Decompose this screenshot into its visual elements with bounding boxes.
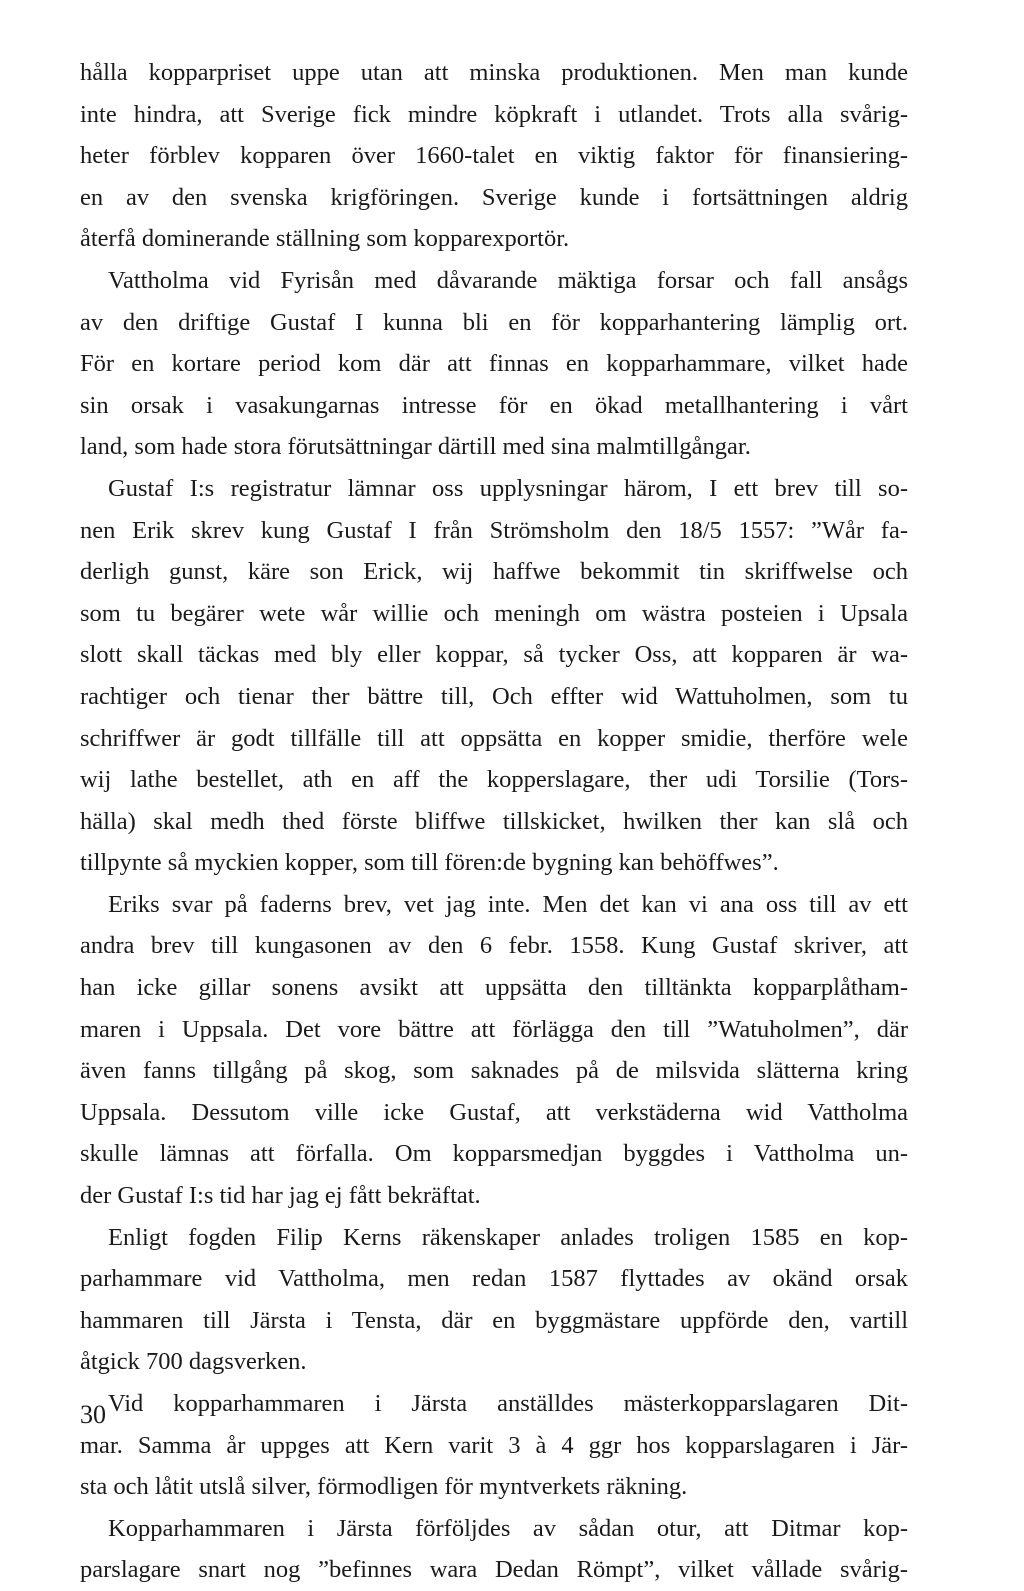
text-line: derligh gunst, käre son Erick, wij haffwe bekommit tin skriffwelse och xyxy=(80,558,908,586)
text-line: Vid kopparhammaren i Järsta anställdes mästerkopparslagaren Dit- xyxy=(108,1390,908,1417)
text-line: återfå dominerande ställning som kopparexportör. xyxy=(80,225,570,253)
text-line: Gustaf I:s registratur lämnar oss upplysningar härom, I ett brev till so- xyxy=(108,474,908,502)
text-line: wij lathe bestellet, ath en aff the kopperslagare, ther udi Torsilie (Tors- xyxy=(80,766,908,794)
text-line: andra brev till kungasonen av den 6 febr. 1558. Kung Gustaf skriver, att xyxy=(80,932,908,960)
text-line: parslagare snart nog ”befinnes wara Dedan Römpt”, vilket vållade svårig- xyxy=(80,1556,908,1584)
text-line: han icke gillar sonens avsikt att uppsätta den tilltänkta kopparplåtham- xyxy=(80,974,908,1002)
text-line: en av den svenska krigföringen. Sverige kunde i fortsättningen aldrig xyxy=(80,183,908,211)
text-line: Uppsala. Dessutom ville icke Gustaf, att verkstäderna wid Vattholma xyxy=(80,1098,908,1126)
text-line: av den driftige Gustaf I kunna bli en för kopparhantering lämplig ort. xyxy=(80,308,908,336)
paragraph-7 xyxy=(80,1508,908,1591)
text-line: För en kortare period kom där att finnas en kopparhammare, vilket hade xyxy=(80,350,908,378)
text-line: även fanns tillgång på skog, som saknades på de milsvida slätterna kring xyxy=(80,1057,908,1085)
text-line: slott skall täckas med bly eller koppar, så tycker Oss, att kopparen är wa- xyxy=(80,641,908,669)
body-text xyxy=(80,52,908,1591)
text-line: sta och låtit utslå silver, förmodligen för myntverkets räkning. xyxy=(80,1473,688,1501)
text-line: heter förblev kopparen över 1660-talet en viktig faktor för finansiering- xyxy=(80,142,908,170)
paragraph-6 xyxy=(80,1383,908,1508)
text-line: nen Erik skrev kung Gustaf I från Strömsholm den 18/5 1557: ”Wår fa- xyxy=(80,516,908,544)
paragraph-3 xyxy=(80,468,908,884)
text-line: inte hindra, att Sverige fick mindre köpkraft i utlandet. Trots alla svårig- xyxy=(80,100,908,128)
text-line: parhammare vid Vattholma, men redan 1587 flyttades av okänd orsak xyxy=(80,1265,908,1293)
text-line: schriffwer är godt tillfälle till att oppsätta en kopper smidie, therföre wele xyxy=(80,724,908,752)
page-number: 30 xyxy=(80,1400,106,1429)
text-line: hälla) skal medh thed förste bliffwe tillskicket, hwilken ther kan slå och xyxy=(80,807,908,835)
text-line: åtgick 700 dagsverken. xyxy=(80,1348,307,1376)
paragraph-2 xyxy=(80,260,908,468)
text-line: land, som hade stora förutsättningar därtill med sina malmtillgångar. xyxy=(80,433,751,461)
text-line: sin orsak i vasakungarnas intresse för en ökad metallhantering i vårt xyxy=(80,391,908,419)
paragraph-5 xyxy=(80,1217,908,1383)
text-line: tillpynte så myckien kopper, som till fören:de bygning kan behöffwes”. xyxy=(80,849,779,877)
text-line: maren i Uppsala. Det vore bättre att förlägga den till ”Watuholmen”, där xyxy=(80,1015,908,1043)
text-line: rachtiger och tienar ther bättre till, Och effter wid Wattuholmen, som tu xyxy=(80,682,908,710)
text-line: hålla kopparpriset uppe utan att minska produktionen. Men man kunde xyxy=(80,59,908,86)
text-line: der Gustaf I:s tid har jag ej fått bekräftat. xyxy=(80,1182,481,1210)
text-line: mar. Samma år uppges att Kern varit 3 à 4 ggr hos kopparslagaren i Jär- xyxy=(80,1431,908,1459)
text-line: Kopparhammaren i Järsta förföljdes av sådan otur, att Ditmar kop- xyxy=(108,1514,908,1542)
text-line: Eriks svar på faderns brev, vet jag inte. Men det kan vi ana oss till av ett xyxy=(108,890,908,918)
paragraph-1 xyxy=(80,52,908,260)
text-line: Enligt fogden Filip Kerns räkenskaper anlades troligen 1585 en kop- xyxy=(108,1223,908,1251)
text-line: som tu begärer wete wår willie och meningh om wästra posteien i Upsala xyxy=(80,599,908,627)
text-line: Vattholma vid Fyrisån med dåvarande mäktiga forsar och fall ansågs xyxy=(108,266,908,294)
text-line: skulle lämnas att förfalla. Om kopparsmedjan byggdes i Vattholma un- xyxy=(80,1140,908,1168)
paragraph-4 xyxy=(80,884,908,1217)
text-line: hammaren till Järsta i Tensta, där en byggmästare uppförde den, vartill xyxy=(80,1306,908,1334)
